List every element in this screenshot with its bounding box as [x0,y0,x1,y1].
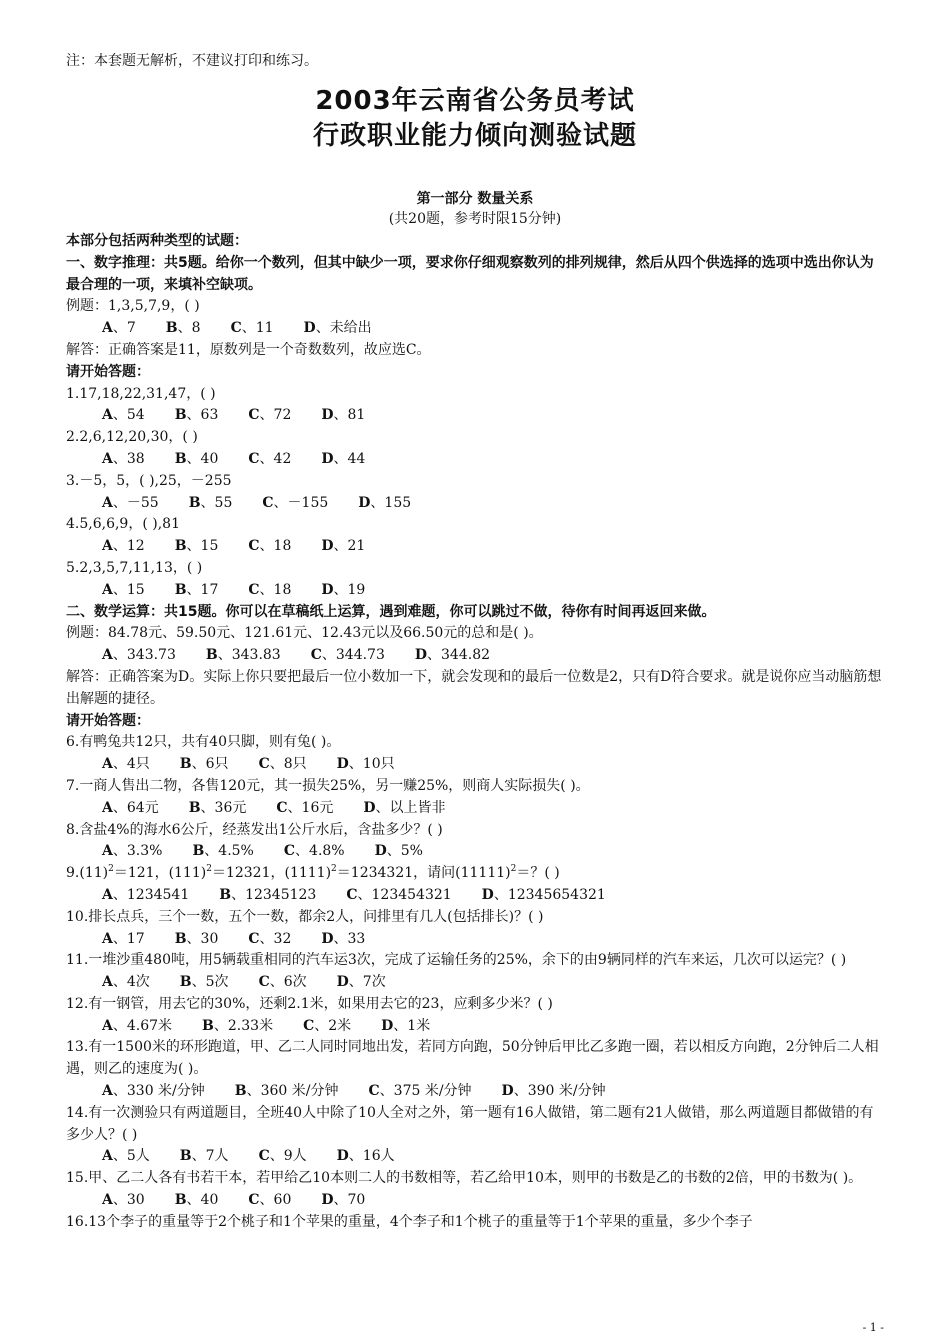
question-options [66,449,886,471]
option-d: D、33 [321,930,366,947]
option-value: －155 [287,494,329,511]
option-c: C、60 [248,1192,292,1209]
option-value: 40 [200,450,219,467]
option-a: A、343.73 [102,647,176,664]
option-value: 10只 [362,756,395,773]
question-stem: $9.(11)^2=121$，$(111)^2=12321$，$(1111)^2=1234321$，请问$(11111)^2=$？( ) [66,864,560,882]
option-value: 7 [126,320,136,337]
option-c: C、16元 [276,799,334,816]
option-d: D、19 [321,581,366,598]
option-d: D、81 [321,407,366,424]
option-b: B、6只 [179,756,229,773]
option-letter: B [174,538,187,555]
question-options [66,798,886,820]
option-b: B、40 [174,450,219,467]
option-c: C、375 米/分钟 [368,1083,472,1100]
question-options [66,754,886,776]
option-letter: C [276,799,288,816]
question-stem: 10.排长点兵，三个一数，五个一数，都余2人，问排里有几人(包括排长)？( ) [66,908,544,925]
option-letter: D [321,1192,334,1209]
option-c: C、18 [248,581,292,598]
question-stem: 8.含盐4%的海水6公斤，经蒸发出1公斤水后，含盐多少？( ) [66,821,443,838]
option-a: A、15 [102,581,145,598]
option-c: C、2米 [303,1017,352,1034]
option-b: B、40 [174,1192,219,1209]
option-d: D、21 [321,538,366,555]
option-a: A、1234541 [102,886,190,903]
question-stem: 15.甲、乙二人各有书若干本，若甲给乙10本则二人的书数相等，若乙给甲10本，则甲的书数是乙的书数的2倍，甲的书数为( )。 [66,1170,863,1187]
option-letter: D [481,886,494,903]
option-a: A、17 [102,930,145,947]
option-c: C、72 [248,407,292,424]
option-letter: C [248,930,260,947]
option-d: D、155 [358,494,412,511]
question-options [66,493,886,515]
option-letter: A [102,320,113,337]
option-value: 64元 [126,799,159,816]
option-d: D、16人 [336,1148,395,1165]
question-stem: 2.2,6,12,20,30，( ) [66,429,198,446]
question-stem: 12.有一钢管，用去它的30%，还剩2.1米，如果用去它的23，应剩多少米？( ) [66,995,553,1012]
option-value: 32 [273,930,292,947]
option-a: A、54 [102,407,145,424]
option-value: 4只 [126,756,150,773]
option-value: 344.73 [335,647,385,664]
option-letter: B [234,1083,247,1100]
option-value: 155 [384,494,412,511]
option-c: C、18 [248,538,292,555]
question-stem: 14.有一次测验只有两道题目，全班40人中除了10人全对之外，第一题有16人做错，第二题有21人做错，那么两道题目都做错的有多少人？( ) [66,1104,874,1143]
option-a: A、4只 [102,756,150,773]
option-value: 42 [273,450,292,467]
option-d: D、344.82 [414,647,491,664]
option-value: 375 米/分钟 [393,1083,472,1100]
option-value: 38 [126,450,145,467]
option-value: 8只 [283,756,307,773]
question-16-stem: 16.13个李子的重量等于2个桃子和1个苹果的重量，4个李子和1个桃子的重量等于1个苹果的重量，多少个李子 [66,1213,753,1230]
option-letter: A [102,494,113,511]
option-letter: B [174,930,187,947]
option-letter: B [179,974,192,991]
option-letter: D [321,581,334,598]
option-value: 54 [126,407,145,424]
question-options [66,1190,886,1212]
option-letter: D [381,1017,394,1034]
option-value: 18 [273,581,292,598]
question-options [66,972,886,994]
option-c: C、4.8% [283,843,345,860]
part-subtitle: (共20题，参考时限15分钟) [388,211,562,227]
option-value: 5人 [126,1148,150,1165]
option-value: 123454321 [371,886,452,903]
option-value: 330 米/分钟 [126,1083,205,1100]
question-options [66,405,886,427]
option-letter: D [358,494,371,511]
section1-heading: 一、数字推理：共5题。给你一个数列，但其中缺少一项，要求你仔细观察数列的排列规律，然后从四个供选择的选项中选出你认为最合理的一项，来填补空缺项。 [66,254,874,293]
option-c: C、42 [248,450,292,467]
part-title: 第一部分 数量关系 [416,191,534,207]
option-value: 11 [255,320,274,337]
option-letter: C [310,647,322,664]
option-b: B、30 [174,930,219,947]
option-b: B、17 [174,581,219,598]
option-value: 4.5% [218,843,254,860]
option-c: C、344.73 [310,647,385,664]
option-value: 2米 [328,1017,352,1034]
option-value: 40 [200,1192,219,1209]
option-letter: A [102,647,113,664]
option-letter: A [102,799,113,816]
section2-questions [66,732,886,1212]
option-letter: B [179,756,192,773]
option-value: 1米 [407,1017,431,1034]
option-letter: C [258,974,270,991]
option-letter: D [363,799,376,816]
option-letter: B [188,494,201,511]
option-b: B、55 [188,494,233,511]
section2-answer: 解答：正确答案为D。实际上你只要把最后一位小数加一下，就会发现和的最后一位数是2，只有D符合要求。就是说你应当动脑筋想出解题的捷径。 [66,668,882,707]
question-stem: 11.一堆沙重480吨，用5辆载重相同的汽车运3次，完成了运输任务的25%，余下的由9辆同样的汽车来运，几次可以运完？( ) [66,952,847,969]
option-a: A、4.67米 [102,1017,173,1034]
option-letter: B [188,799,201,816]
option-b: B、4.5% [192,843,254,860]
option-letter: A [102,1148,113,1165]
option-b: B、7人 [179,1148,229,1165]
option-b: B、12345123 [219,886,317,903]
option-b: B、360 米/分钟 [234,1083,339,1100]
option-letter: D [336,1148,349,1165]
option-letter: D [374,843,387,860]
option-b: B、2.33米 [202,1017,274,1034]
option-letter: C [346,886,358,903]
option-value: 30 [200,930,219,947]
option-a: A、－55 [102,494,159,511]
option-value: 21 [347,538,366,555]
option-letter: A [102,581,113,598]
question-stem: 4.5,6,6,9，( ),81 [66,516,180,533]
section1-questions [66,384,886,602]
page-number: - 1 - [862,1321,884,1334]
option-letter: C [262,494,274,511]
option-value: 360 米/分钟 [260,1083,339,1100]
option-b: B、8 [165,320,201,337]
option-value: 55 [214,494,233,511]
option-letter: A [102,1083,113,1100]
question-options [66,536,886,558]
option-a: A、30 [102,1192,145,1209]
title-line-1: 2003年云南省公务员考试 [315,86,635,116]
section1-answer: 解答：正确答案是11，原数列是一个奇数数列，故应选C。 [66,341,431,358]
option-value: 12345654321 [507,886,606,903]
section2-example: 例题：84.78元、59.50元、121.61元、12.43元以及66.50元的总和是( )。 [66,625,543,642]
question-options [66,929,886,951]
option-letter: D [321,450,334,467]
option-d: D、以上皆非 [363,799,446,816]
option-d: D、12345654321 [481,886,606,903]
option-value: 15 [126,581,145,598]
option-value: 390 米/分钟 [527,1083,606,1100]
option-letter: C [248,581,260,598]
option-letter: C [283,843,296,860]
option-c: C、123454321 [346,886,452,903]
option-letter: A [102,974,113,991]
option-value: 1234541 [126,886,190,903]
option-value: 4.8% [309,843,345,860]
option-letter: B [202,1017,214,1034]
option-a: A、12 [102,538,145,555]
option-c: C、9人 [258,1148,307,1165]
option-letter: C [258,1148,270,1165]
option-letter: B [219,886,232,903]
option-letter: D [303,320,316,337]
option-letter: C [368,1083,380,1100]
option-value: 9人 [283,1148,307,1165]
question-options [66,1146,886,1168]
option-value: 15 [200,538,219,555]
option-a: A、4次 [102,974,150,991]
question-stem: 3.－5，5，( ),25，－255 [66,472,232,489]
question-options [66,1016,886,1038]
option-letter: C [248,450,260,467]
option-letter: B [174,1192,187,1209]
option-d: D、390 米/分钟 [501,1083,606,1100]
option-letter: B [165,320,178,337]
option-letter: A [102,1192,113,1209]
section2-start: 请开始答题： [66,712,150,729]
option-letter: A [102,450,113,467]
option-value: 5次 [205,974,229,991]
option-value: 17 [200,581,219,598]
option-b: B、343.83 [205,647,281,664]
option-letter: A [102,756,113,773]
option-value: 4次 [126,974,150,991]
option-a: A、3.3% [102,843,163,860]
option-letter: B [205,647,218,664]
option-d: D、44 [321,450,366,467]
section1-example-options [66,318,886,340]
option-letter: B [179,1148,192,1165]
option-letter: D [321,407,334,424]
option-d: D、7次 [336,974,386,991]
option-b: B、36元 [188,799,247,816]
option-letter: D [336,974,349,991]
option-value: 63 [200,407,219,424]
question-options [66,580,886,602]
option-letter: D [336,756,349,773]
option-value: 以上皆非 [389,799,446,816]
option-c: C、6次 [258,974,307,991]
option-value: 未给出 [329,320,372,337]
option-value: 2.33米 [227,1017,274,1034]
option-value: 7人 [205,1148,229,1165]
option-c: C、－155 [262,494,329,511]
option-value: 4.67米 [126,1017,173,1034]
option-letter: C [303,1017,315,1034]
section2-example-options [66,645,886,667]
option-value: 5% [400,843,423,860]
option-b: B、5次 [179,974,229,991]
section2-heading: 二、数学运算：共15题。你可以在草稿纸上运算，遇到难题，你可以跳过不做，待你有时间再返回来做。 [66,603,716,620]
option-value: 72 [273,407,292,424]
option-a: A、64元 [102,799,159,816]
question-stem: 13.有一1500米的环形跑道，甲、乙二人同时同地出发，若同方向跑，50分钟后甲比乙多跑一圈，若以相反方向跑，2分钟后二人相遇，则乙的速度为( )。 [66,1039,879,1078]
option-a: A、5人 [102,1148,150,1165]
question-options [66,841,886,863]
option-b: B、63 [174,407,219,424]
option-value: 344.82 [441,647,491,664]
option-value: 16人 [362,1148,395,1165]
option-letter: A [102,538,113,555]
option-value: 16元 [301,799,334,816]
option-c: C、11 [230,320,274,337]
option-value: 36元 [214,799,247,816]
exam-body [66,231,886,1234]
option-value: 3.3% [126,843,163,860]
question-stem: 6.有鸭兔共12只，共有40只脚，则有兔( )。 [66,734,341,751]
option-value: 343.73 [126,647,176,664]
question-options [66,1081,886,1103]
option-a: A、38 [102,450,145,467]
question-stem: 1.17,18,22,31,47，( ) [66,385,216,402]
option-letter: C [248,407,260,424]
option-value: －55 [126,494,159,511]
option-letter: C [248,538,260,555]
option-value: 33 [347,930,366,947]
option-value: 18 [273,538,292,555]
option-letter: D [414,647,428,664]
disclaimer-note: 注：本套题无解析，不建议打印和练习。 [66,53,318,69]
option-letter: B [174,407,187,424]
question-stem: 5.2,3,5,7,11,13，( ) [66,559,203,576]
question-stem: 7.一商人售出二物，各售120元，其一损失25%，另一赚25%，则商人实际损失( )。 [66,777,590,794]
option-a: A、330 米/分钟 [102,1083,205,1100]
option-value: 19 [347,581,366,598]
section1-example: 例题：1,3,5,7,9，( ) [66,298,200,315]
section1-start: 请开始答题： [66,363,150,380]
option-d: D、5% [374,843,423,860]
option-value: 70 [347,1192,366,1209]
option-value: 12345123 [245,886,317,903]
option-value: 6次 [283,974,307,991]
option-letter: A [102,1017,113,1034]
title-line-2: 行政职业能力倾向测验试题 [312,121,637,151]
option-d: D、未给出 [303,320,372,337]
option-letter: D [321,930,334,947]
option-b: B、15 [174,538,219,555]
option-letter: C [258,756,270,773]
question-options [66,885,886,907]
option-value: 12 [126,538,145,555]
option-c: C、8只 [258,756,307,773]
option-letter: A [102,407,113,424]
option-letter: A [102,843,113,860]
option-value: 60 [273,1192,292,1209]
option-d: D、70 [321,1192,366,1209]
option-value: 6只 [205,756,229,773]
option-value: 343.83 [231,647,281,664]
option-letter: B [174,581,187,598]
option-d: D、10只 [336,756,395,773]
option-letter: B [192,843,205,860]
option-letter: B [174,450,187,467]
option-value: 81 [347,407,366,424]
option-a: A、7 [102,320,136,337]
option-value: 17 [126,930,145,947]
option-value: 30 [126,1192,145,1209]
option-letter: C [248,1192,260,1209]
option-value: 7次 [362,974,386,991]
option-letter: D [321,538,334,555]
option-letter: A [102,886,113,903]
option-letter: C [230,320,242,337]
option-letter: A [102,930,113,947]
option-d: D、1米 [381,1017,431,1034]
option-letter: D [501,1083,514,1100]
option-c: C、32 [248,930,292,947]
option-value: 44 [347,450,366,467]
option-value: 8 [191,320,201,337]
intro-line: 本部分包括两种类型的试题： [66,233,248,249]
